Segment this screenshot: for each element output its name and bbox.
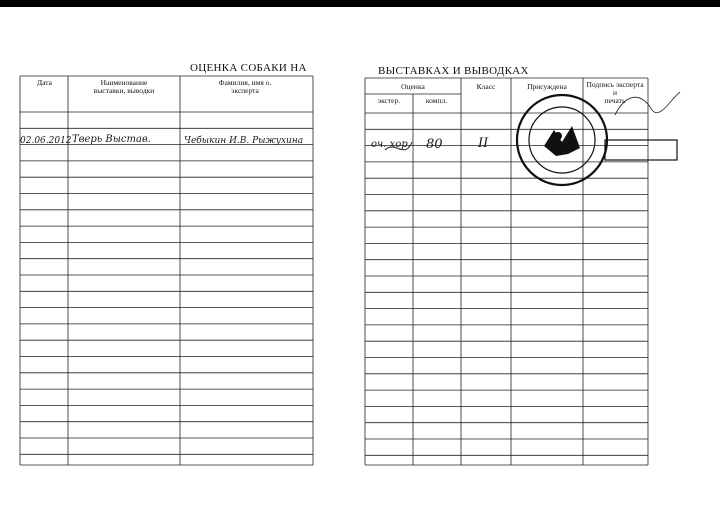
row2-event: Тверь Выстав. [72, 134, 151, 145]
header-date: Дата [37, 78, 52, 87]
header-award: Присуждена [527, 82, 567, 91]
date-stamp [605, 140, 677, 160]
row2-complex: 80 [426, 137, 443, 152]
header-class: Класс [476, 82, 496, 91]
header-complex: компл. [425, 96, 448, 105]
header-expert: Фамилия, имя о. эксперта [218, 78, 272, 95]
right-table-grid [365, 78, 648, 465]
header-grade: Оценка [401, 82, 425, 91]
left-table-grid [20, 76, 313, 465]
row2-date: 02.06.2012 [20, 136, 72, 146]
header-exterior: экстер. [377, 96, 401, 105]
left-page-title: ОЦЕНКА СОБАКИ НА [190, 62, 307, 74]
row2-exterior: оч. хор. [371, 139, 411, 150]
stamp [517, 95, 607, 185]
row2-expert: Чебыкин И.В. Рыжухина [184, 136, 304, 146]
right-page-title: ВЫСТАВКАХ И ВЫВОДКАХ [378, 65, 529, 77]
row2-class: II [478, 136, 489, 151]
header-event: Наименование выставки, выводки [93, 78, 155, 95]
header-signature: Подпись эксперта и печать [586, 80, 644, 105]
